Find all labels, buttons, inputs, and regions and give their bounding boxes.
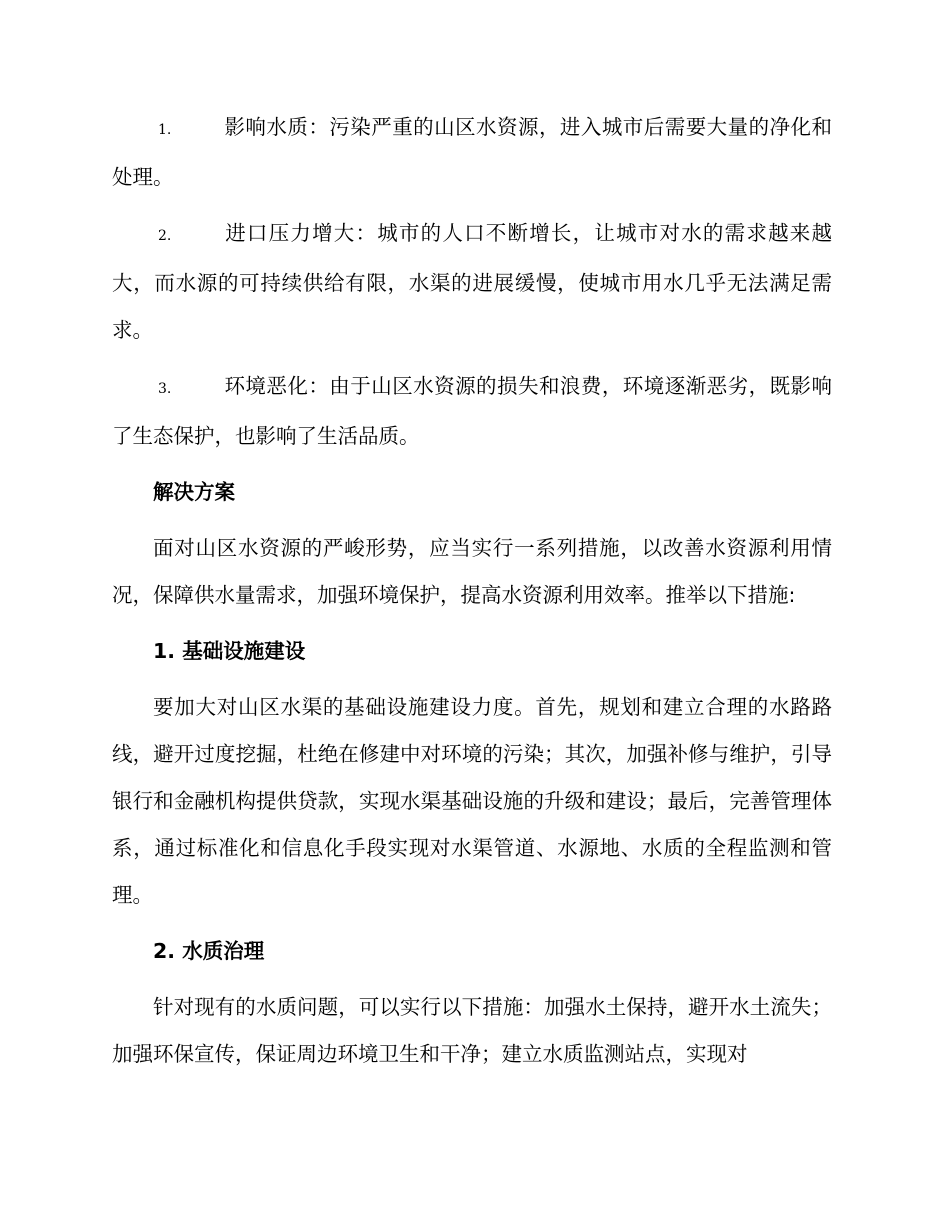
- subheading-water-quality: 2. 水质治理: [153, 939, 265, 963]
- list-text-3: 环境恶化：由于山区水资源的损失和浪费，环境逐渐恶劣，既影响了生态保护，也影响了生活品质。: [112, 374, 832, 448]
- paragraph-infrastructure: 要加大对山区水渠的基础设施建设力度。首先，规划和建立合理的水路路线，避开过度挖掘，杜绝在修建中对环境的污染；其次，加强补修与维护，引导银行和金融机构提供贷款，实现水渠基础设施的升级和建设；最后，完善管理体系，通过标准化和信息化手段实现对水渠管道、水源地、水质的全程监测和管理。: [112, 695, 832, 907]
- list-item-3: [112, 363, 832, 460]
- list-item-1: [112, 104, 832, 201]
- list-item-2: [112, 210, 832, 354]
- list-text-2: 进口压力增大：城市的人口不断增长，让城市对水的需求越来越大，而水源的可持续供给有限，水渠的进展缓慢，使城市用水几乎无法满足需求。: [112, 221, 832, 342]
- section-intro-paragraph: 面对山区水资源的严峻形势，应当实行一系列措施，以改善水资源利用情况，保障供水量需求，加强环境保护，提高水资源利用效率。推举以下措施:: [112, 536, 832, 607]
- list-number-2: 2.: [158, 228, 172, 244]
- subheading-infrastructure: 1. 基础设施建设: [153, 639, 306, 663]
- document-page: [112, 104, 832, 1078]
- list-number-1: 1.: [158, 122, 172, 138]
- list-number-3: 3.: [158, 381, 172, 397]
- paragraph-water-quality: 针对现有的水质问题，可以实行以下措施：加强水土保持，避开水土流失；加强环保宣传，保证周边环境卫生和干净；建立水质监测站点，实现对: [112, 995, 832, 1066]
- section-heading: 解决方案: [153, 480, 235, 504]
- list-text-1: 影响水质：污染严重的山区水资源，进入城市后需要大量的净化和处理。: [112, 115, 832, 189]
